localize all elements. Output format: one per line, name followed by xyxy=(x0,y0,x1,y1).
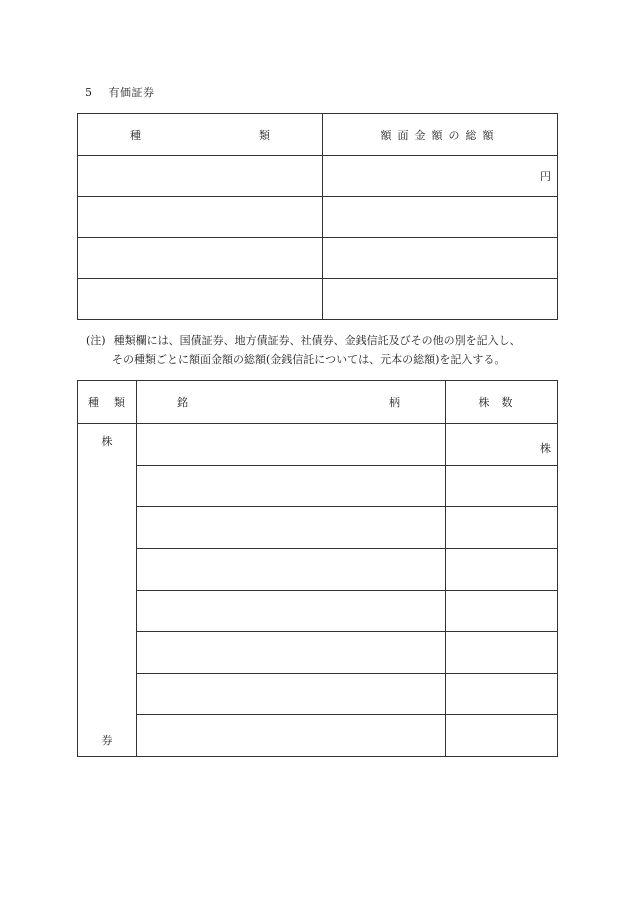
table-row xyxy=(78,465,558,507)
table2-header-brand-left: 銘 xyxy=(177,396,188,409)
table2-header-row xyxy=(78,381,558,424)
table2-brand-cell[interactable] xyxy=(137,673,446,715)
section-number: 5 xyxy=(85,86,93,99)
table2-shares-cell[interactable] xyxy=(446,715,558,757)
table1-total-cell[interactable] xyxy=(323,197,558,238)
table2-kind-cell xyxy=(78,424,137,757)
table2-header-kind-right: 類 xyxy=(114,396,125,409)
table-row xyxy=(78,507,558,549)
table-row xyxy=(78,632,558,674)
securities-face-value-table xyxy=(77,113,558,320)
table-row xyxy=(78,715,558,757)
table1-total-cell[interactable] xyxy=(323,238,558,279)
note-line-1-text: 種類欄には、国債証券、地方債証券、社債券、金銭信託及びその他の別を記入し、 xyxy=(113,334,521,347)
table1-total-cell[interactable] xyxy=(323,279,558,320)
note-line-2: その種類ごとに額面金額の総額(金銭信託については、元本の総額)を記入する。 xyxy=(112,353,506,366)
table1-kind-cell[interactable] xyxy=(78,238,323,279)
section-title xyxy=(85,84,155,100)
table2-brand-cell[interactable] xyxy=(137,548,446,590)
table-row xyxy=(78,279,558,320)
table2-brand-cell[interactable] xyxy=(137,424,446,466)
table1-kind-cell[interactable] xyxy=(78,279,323,320)
table2-brand-cell[interactable] xyxy=(137,507,446,549)
table1-total-cell[interactable] xyxy=(323,156,558,197)
note-line-1 xyxy=(86,331,521,350)
table2-brand-cell[interactable] xyxy=(137,632,446,674)
table2-brand-cell[interactable] xyxy=(137,465,446,507)
note-block xyxy=(86,331,521,369)
yen-unit-label: 円 xyxy=(540,170,551,183)
kind-label-bottom: 券 xyxy=(101,734,113,747)
table-row xyxy=(78,673,558,715)
table2-shares-cell[interactable] xyxy=(446,548,558,590)
table-row xyxy=(78,156,558,197)
kind-label-top: 株 xyxy=(101,435,113,448)
table1-header-total: 額面金額の総額 xyxy=(323,114,558,156)
table2-shares-cell[interactable] xyxy=(446,465,558,507)
note-lead: (注) xyxy=(86,334,106,347)
table-row xyxy=(78,548,558,590)
table2-shares-cell[interactable] xyxy=(446,673,558,715)
table1-kind-cell[interactable] xyxy=(78,156,323,197)
table2-header-kind-left: 種 xyxy=(88,396,99,409)
table1-header-kind xyxy=(78,114,323,156)
table-row xyxy=(78,590,558,632)
table-row xyxy=(78,197,558,238)
table2-shares-cell[interactable] xyxy=(446,632,558,674)
table2-brand-cell[interactable] xyxy=(137,715,446,757)
shares-table xyxy=(77,380,558,757)
table2-brand-cell[interactable] xyxy=(137,590,446,632)
shares-unit-label: 株 xyxy=(540,442,551,455)
table1-header-row xyxy=(78,114,558,156)
table-row xyxy=(78,238,558,279)
table2-header-brand-right: 柄 xyxy=(389,396,400,409)
table2-header-shares: 株数 xyxy=(446,381,558,424)
table2-header-brand xyxy=(137,381,446,424)
section-title-text: 有価証券 xyxy=(108,86,155,99)
table-row xyxy=(78,424,558,466)
table2-shares-cell[interactable] xyxy=(446,590,558,632)
table2-shares-cell[interactable] xyxy=(446,507,558,549)
table1-kind-cell[interactable] xyxy=(78,197,323,238)
table1-header-kind-right: 類 xyxy=(259,128,270,142)
table2-header-kind xyxy=(78,381,137,424)
table1-header-kind-left: 種 xyxy=(130,128,141,142)
table2-shares-cell[interactable] xyxy=(446,424,558,466)
